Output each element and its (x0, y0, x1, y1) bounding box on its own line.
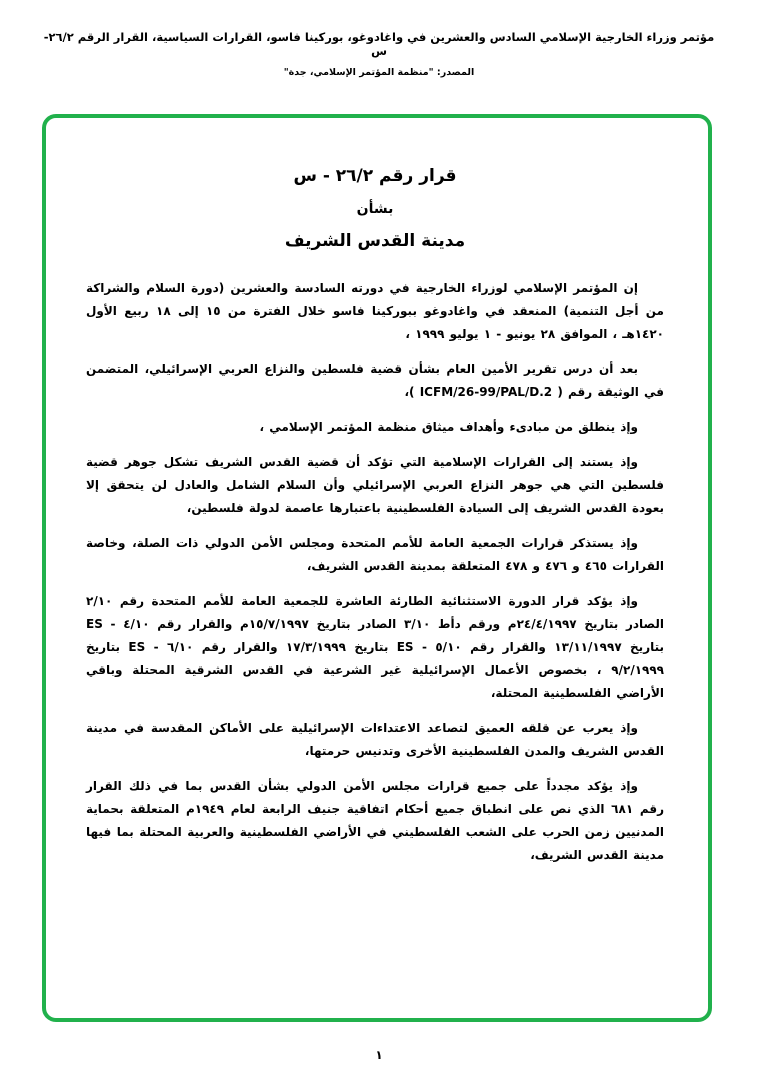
resolution-subject-title: مدينة القدس الشريف (284, 231, 466, 251)
paragraph-lead: وإذ ينطلق (578, 420, 638, 434)
paragraph-preamble (86, 277, 664, 346)
paragraph-recalling (86, 532, 664, 578)
paragraph-expressing-concern (86, 717, 664, 763)
paragraph-text: تقرير الأمين العام بشأن قضية فلسطين والنزاع العربي الإسرائيلي، المتضمن في الوثيقة رقم ( ICFM/26-99/PAL/D.2 )، (86, 362, 664, 399)
resolution-frame (42, 114, 712, 1022)
paragraph-lead: وإذ يعرب (582, 721, 638, 735)
paragraph-text: قرار الدورة الاستثنائية الطارئة العاشرة للجمعية العامة للأمم المتحدة رقم ٢/١٠ الصادر بتاريخ ٢٤/٤/١٩٩٧م ورقم دأط ٣/١٠ الصادر بتاريخ ١٥/٧/١٩٩٧م والقرار رقم ٤/١٠ - ES بتاريخ ١٣/١١/١٩٩٧ والقرار رقم ٥/١٠ - ES بتاريخ ١٧/٣/١٩٩٩ والقرار رقم ٦/١٠ - ES بتاريخ ٩/٢/١٩٩٩ ، بخصوص الأعمال الإسرائيلية غير الشرعية في القدس الشرقية المحتلة وباقي الأراضي الفلسطينية المحتلة، (86, 594, 665, 700)
paragraph-text: من مبادىء وأهداف ميثاق منظمة المؤتمر الإسلامي ، (259, 420, 574, 434)
paragraph-affirming (86, 590, 664, 705)
paragraph-text: على جميع قرارات مجلس الأمن الدولي بشأن القدس بما في ذلك القرار رقم ٦٨١ الذي نص على انطباق جميع أحكام اتفاقية جنيف الرابعة لعام ١٩٤٩م المتعلقة بحماية المدنيين زمن الحرب على الشعب الفلسطيني في الأراضي الفلسطينية والعربية المحتلة بما فيها مدينة القدس الشريف، (86, 779, 664, 862)
page-number: ١ (375, 1048, 383, 1062)
paragraph-text: عن قلقه العميق لتصاعد الاعتداءات الإسرائيلية على الأماكن المقدسة في مدينة القدس الشريف والمدن الفلسطينية الأخرى وتدنيس حرمتها، (86, 721, 664, 758)
resolution-number-title: قرار رقم ٢٦/٢ - س (293, 166, 457, 186)
paragraph-lead: بعد أن درس (563, 362, 638, 376)
resolution-body (86, 277, 664, 867)
resolution-regarding-label: بشأن (356, 201, 394, 217)
paragraph-lead: وإذ يستذكر (570, 536, 638, 550)
paragraph-reaffirming (86, 775, 664, 867)
paragraph-proceeding-from (86, 416, 664, 439)
paragraph-text: قرارات الجمعية العامة للأمم المتحدة ومجلس الأمن الدولي ذات الصلة، وخاصة القرارات ٤٦٥ و ٤٧٦ و ٤٧٨ المتعلقة بمدينة القدس الشريف، (86, 536, 664, 573)
paragraph-text: إلى القرارات الإسلامية التي تؤكد أن قضية القدس الشريف تشكل جوهر قضية فلسطين التي هي جوهر النزاع العربي الإسرائيلي وأن السلام الشامل والعادل لن يتحقق إلا بعودة القدس الشريف إلى السيادة الفلسطينية باعتبارها عاصمة لدولة فلسطين، (86, 455, 664, 515)
header-citation: مؤتمر وزراء الخارجية الإسلامي السادس والعشرين في واغادوغو، بوركينا فاسو، القرارات السياسية، القرار الرقم ٢٦/٢-س (43, 30, 715, 58)
page-header (0, 30, 758, 78)
paragraph-having-considered (86, 358, 664, 404)
paragraph-based-on (86, 451, 664, 520)
paragraph-lead: وإذ يستند (579, 455, 638, 469)
header-source: المصدر: "منظمة المؤتمر الإسلامي، جدة" (283, 67, 475, 78)
paragraph-lead: وإذ يؤكد (586, 594, 638, 608)
paragraph-lead: وإذ يؤكد مجدداً (546, 779, 639, 793)
paragraph-text: إن المؤتمر الإسلامي لوزراء الخارجية في دورته السادسة والعشرين (دورة السلام والشراكة من أجل التنمية) المنعقد في واغادوغو ببوركينا فاسو خلال الفترة من ١٥ إلى ١٨ ربيع الأول ١٤٢٠هـ ، الموافق ٢٨ يونيو - ١ يوليو ١٩٩٩ ، (86, 281, 664, 341)
